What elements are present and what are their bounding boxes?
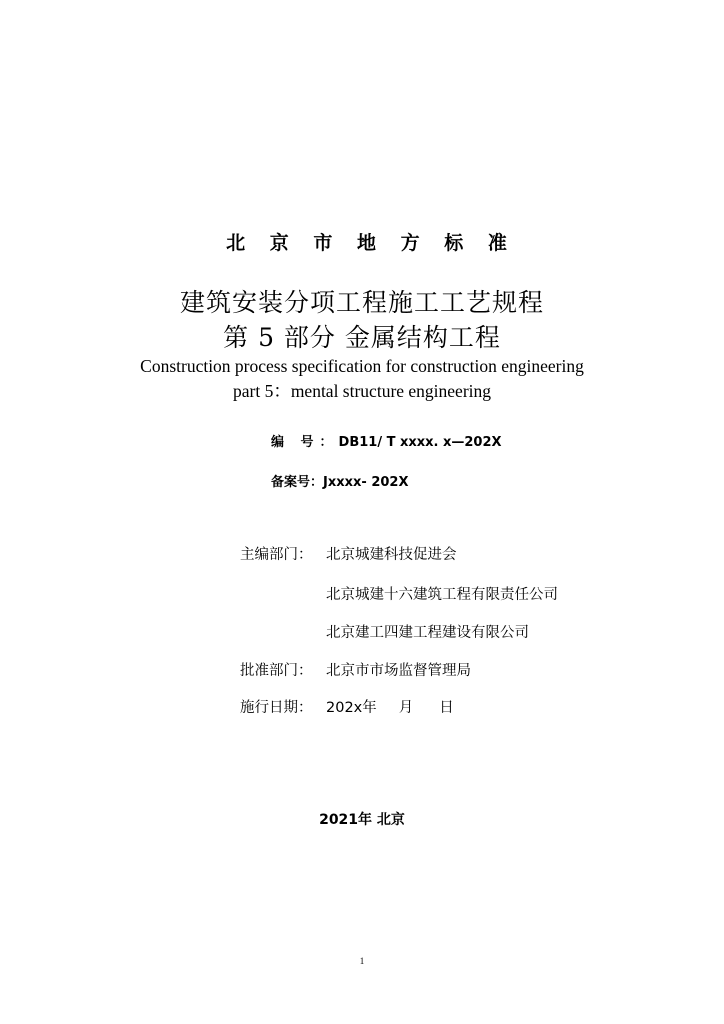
publication-year-place: 2021年 北京: [319, 812, 405, 828]
standard-heading: 北 京 市 地 方 标 准: [226, 232, 516, 254]
title-chinese-line-1: 建筑安装分项工程施工工艺规程: [179, 288, 544, 317]
standard-number-row: [271, 431, 502, 450]
effective-month: 月: [398, 700, 414, 716]
title-english-line-2: part 5：mental structure engineering: [232, 381, 492, 401]
filing-number-value: Jxxxx- 202X: [323, 475, 409, 490]
effective-year: 202x年: [326, 700, 377, 716]
filing-number-label: 备案号：: [271, 475, 324, 490]
co-editor-1: 北京城建十六建筑工程有限责任公司: [326, 587, 558, 603]
effective-date-label: 施行日期：: [240, 700, 313, 716]
effective-date-value: [326, 696, 454, 717]
standard-number-value: DB11/ T xxxx. x—202X: [338, 435, 502, 450]
page-number: 1: [359, 956, 365, 966]
chief-editor-label: 主编部门：: [240, 547, 313, 563]
chief-editor-value: 北京城建科技促进会: [326, 547, 457, 563]
effective-day: 日: [439, 700, 454, 716]
filing-number-row: [271, 471, 408, 490]
co-editor-2: 北京建工四建工程建设有限公司: [326, 625, 529, 641]
title-chinese-line-2: 第 5 部分 金属结构工程: [223, 323, 501, 352]
title-english-line-1: Construction process specification for construction engineering: [140, 356, 584, 376]
standard-number-label: 编 号：: [271, 435, 339, 450]
approver-value: 北京市市场监督管理局: [326, 663, 471, 679]
approver-label: 批准部门：: [240, 663, 313, 679]
